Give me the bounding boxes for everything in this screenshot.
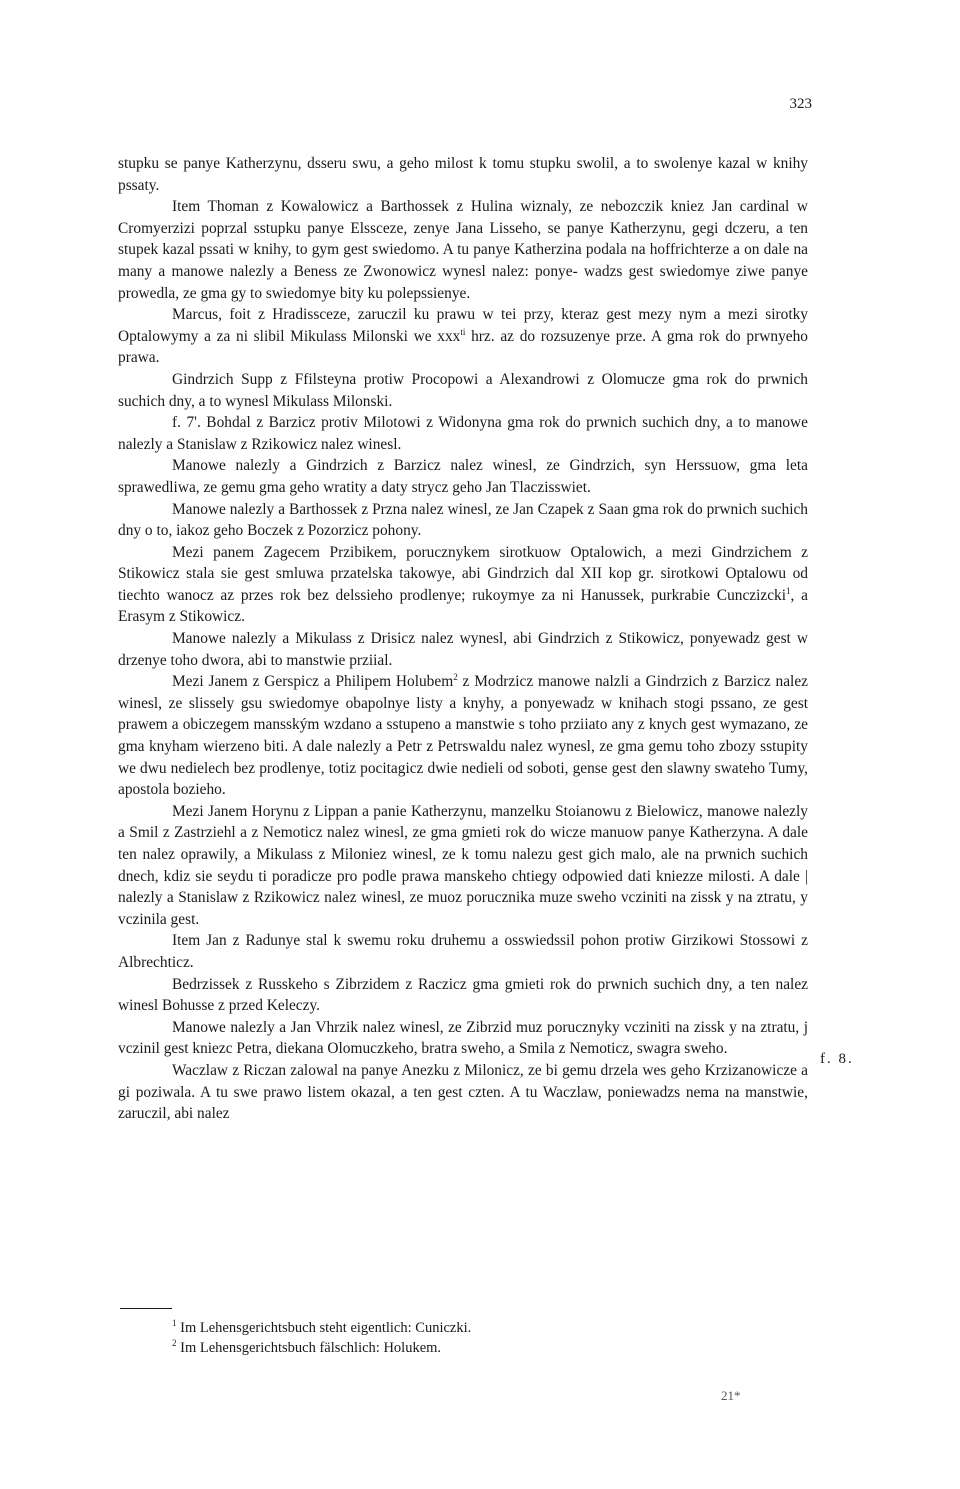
- paragraph-text: z Modrzicz manowe nalzli a Gindrzich z Barzicz nalez winesl, ze slissely gsu swiedomye obapolnye listy a knyhy, a ponyewadz w knihach stogi pssano, ze gest prawem a obiczegem mansským wzdano a sstupeno a manstwie s toho prziiato any z knych gest wymazano, ze gma knyham wierzeno biti. A dale nalezly a Petr z Petrswaldu nalez wynesl, ze gma gemu toho zbozy sstupity we dwu nedielech bez prodlenye, totiz pocitagicz dwie nedieli od soboti, gense gest den slawny swateho Tumy, apostola bozieho.: [118, 673, 808, 799]
- body-text: [118, 153, 808, 1125]
- printer-signature: 21*: [721, 1388, 741, 1403]
- paragraph: Manowe nalezly a Gindrzich z Barzicz nalez winesl, ze Gindrzich, syn Herssuow, gma leta sprawedliwa, ze gemu gma geho wratity a daty strycz geho Jan Tlaczisswiet.: [118, 457, 808, 496]
- paragraph-text: Marcus, foit z Hradissceze, zaruczil ku prawu w tei przy, kteraz gest mezy nym a mezi sirotky Optalowymy a za ni slibil Mikulass Milonski we xxx: [118, 306, 808, 345]
- folio-margin-note: f. 8.: [820, 1051, 854, 1067]
- paragraph: [118, 304, 808, 369]
- page-number: 323: [789, 96, 812, 112]
- paragraph: Mezi Janem Horynu z Lippan a panie Katherzynu, manzelku Stoianowu z Bielowicz, manowe nalezly a Smil z Zastrziehl a z Nemoticz nalez winesl, ze gma gmieti rok do wicze manuow panye Katherzyna. A dale ten nalez oprawily, a Mikulass z Miloniez winesl, ze k tomu nalezu gest gich malo, ale na prwnich suchich dnech, kdiz sie seydu ti poradicze pro podle prawa manskeho chtiegy odpowied dati kniezze milosti. A dale | nalezly a Stanislaw z Rzikowicz nalez winesl, ze muoz porucznika muze sweho vcziniti na zissk y na ztratu, y vczinila gest.: [118, 802, 808, 928]
- footnote-ref: 1: [786, 585, 791, 596]
- paragraph-text: Mezi Janem z Gerspicz a Philipem Holubem: [172, 673, 454, 691]
- footnote-mark: 2: [172, 1338, 177, 1349]
- footnote-ref: 2: [453, 672, 458, 683]
- paragraph: Item Thoman z Kowalowicz a Barthossek z Hulina wiznaly, ze nebozczik kniez Jan cardinal w Cromyerzizi poprzal sstupku panye Elssceze, zenye Jana Lisseho, se panye Katherzynu, gegi dczeru, a ten stupek kazal pssati w knihy, to gym gest swiedomo. A tu panye Katherzina podala na hoffrichterze a on dale na many a manowe nalezly a Beness ze Zwonowicz wynesl nalez: ponye- wadzs gest swiedomye ziwe panye prowedla, ze gma gy to swiedomye bity ku polepssienye.: [118, 198, 808, 302]
- paragraph: [118, 671, 808, 801]
- paragraph-text: Mezi panem Zagecem Przibikem, porucznykem sirotkuow Optalowich, a mezi Gindrzichem z Stikowicz stala sie gest smluwa przatelska takowye, abi Gindrzich dal XII kop gr. sirotkowi Optalowu od tiechto wanocz az przes rok bez delssieho prodlenye; rukoymye za ni Hanussek, purkrabie Cunczizcki: [118, 543, 808, 604]
- footnotes: [172, 1318, 672, 1358]
- paragraph: Gindrzich Supp z Ffilsteyna protiw Procopowi a Alexandrowi z Olomucze gma rok do prwnich suchich dny, a to wynesl Mikulass Milonski.: [118, 370, 808, 410]
- paragraph: Bedrzissek z Russkeho s Zibrzidem z Raczicz gma gmieti rok do prwnich suchich dny, a ten nalez winesl Bohusse z przed Keleczy.: [118, 975, 808, 1015]
- footnote: [172, 1338, 672, 1358]
- footnote-text: Im Lehensgerichtsbuch steht eigentlich: Cuniczki.: [180, 1320, 472, 1336]
- paragraph: f. 7'. Bohdal z Barzicz protiv Milotowi z Widonyna gma rok do prwnich suchich dny, a to manowe nalezly a Stanislaw z Rzikowicz nalez winesl.: [118, 414, 808, 453]
- footnote: [172, 1318, 672, 1338]
- paragraph-text: , a Erasym z Stikowicz.: [118, 586, 808, 626]
- superscript: ti: [460, 326, 466, 337]
- paragraph: stupku se panye Katherzynu, dsseru swu, a geho milost k tomu stupku swolil, a to swolenye kazal w knihy pssaty.: [118, 155, 808, 194]
- footnote-divider: [120, 1308, 172, 1309]
- paragraph: Manowe nalezly a Jan Vhrzik nalez winesl, ze Zibrzid muz porucznyky vcziniti na zissk y na ztratu, j vczinil gest kniezc Petra, diekana Olomuczkeho, bratra sweho, a Smila z Nemoticz, swagra sweho.: [118, 1018, 808, 1058]
- footnote-mark: 1: [172, 1318, 177, 1329]
- paragraph: Manowe nalezly a Mikulass z Drisicz nalez wynesl, abi Gindrzich z Stikowicz, ponyewadz gest w drzenye toho dwora, abi to manstwie prziial.: [118, 630, 808, 669]
- footnote-text: Im Lehensgerichtsbuch fälschlich: Holukem.: [180, 1340, 442, 1356]
- paragraph-text: hrz. az do rozsuzenye prze. A gma rok do prwnyeho prawa.: [118, 327, 808, 367]
- paragraph: Item Jan z Radunye stal k swemu roku druhemu a osswiedssil pohon protiw Girzikowi Stossowi z Albrechticz.: [118, 932, 808, 971]
- paragraph: [118, 542, 808, 628]
- paragraph: Manowe nalezly a Barthossek z Przna nalez winesl, ze Jan Czapek z Saan gma rok do prwnich suchich dny o to, iakoz geho Boczek z Pozorzicz pohony.: [118, 500, 808, 540]
- paragraph: Waczlaw z Riczan zalowal na panye Anezku z Milonicz, ze bi gemu drzela wes geho Krzizanowicze a gi poziwala. A tu swe prawo listem okazal, a ten gest czten. A tu Waczlaw, poniewadzs nema na manstwie, zaruczil, abi nalez: [118, 1061, 808, 1123]
